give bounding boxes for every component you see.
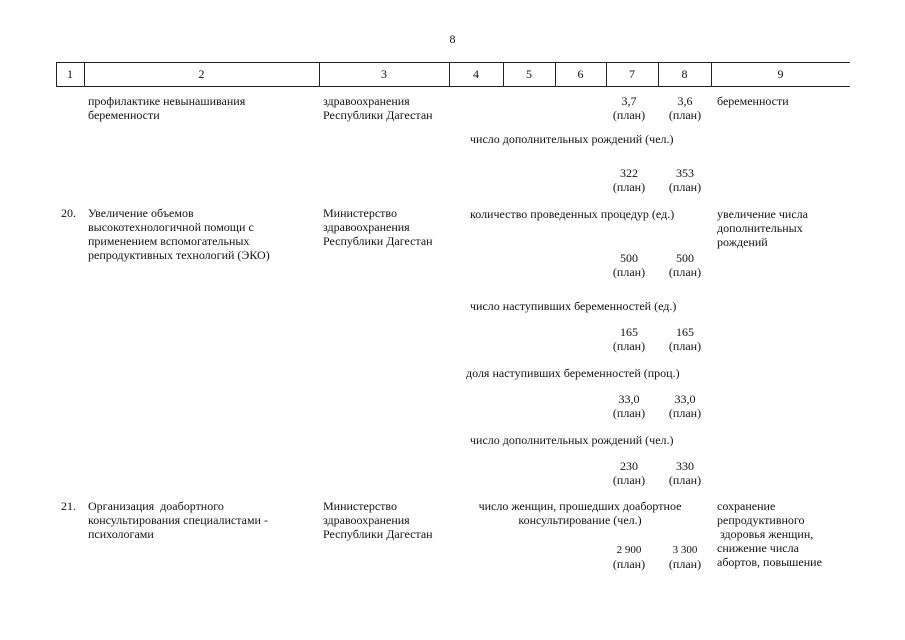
header-col-6: 6 bbox=[577, 67, 584, 81]
continued-indicator-value-col7: 322 (план) bbox=[612, 166, 646, 194]
header-col-7: 7 bbox=[629, 67, 635, 81]
row-21-name: Организация доабортного консультирования специалистами - психологами bbox=[88, 499, 268, 541]
header-col-8: 8 bbox=[681, 67, 688, 81]
row-20-result: увеличение числа дополнительных рождений bbox=[717, 207, 808, 249]
row-20-indicator-value-col7: 33,0 (план) bbox=[612, 392, 646, 420]
header-col-4: 4 bbox=[473, 67, 479, 81]
row-21-executor: Министерство здравоохранения Республики Дагестан bbox=[323, 499, 433, 541]
row-21-result: сохранение репродуктивного здоровья женщин, снижение числа абортов, повышение bbox=[717, 499, 822, 569]
row-20-indicator-label: количество проведенных процедур (ед.) bbox=[470, 207, 675, 221]
row-20-indicator-value-col8: 165 (план) bbox=[668, 325, 702, 353]
continued-value-col8: 3,6 (план) bbox=[668, 94, 702, 122]
continued-indicator-label: число дополнительных рождений (чел.) bbox=[470, 132, 674, 146]
page-number: 8 bbox=[449, 32, 456, 46]
row-20-indicator-value-col7: 165 (план) bbox=[612, 325, 646, 353]
header-col-3: 3 bbox=[381, 67, 387, 81]
row-20-indicator-value-col7: 230 (план) bbox=[612, 459, 646, 487]
row-20-name: Увеличение объемов высокотехнологичной помощи с применением вспомогательных репродуктивных технологий (ЭКО) bbox=[88, 206, 270, 262]
row-20-indicator-label: число наступивших беременностей (ед.) bbox=[470, 299, 677, 313]
row-21-indicator-label: число женщин, прошедших доабортное консультирование (чел.) bbox=[478, 499, 682, 527]
continued-executor: здравоохранения Республики Дагестан bbox=[323, 94, 433, 122]
row-20-indicator-value-col7: 500 (план) bbox=[612, 251, 646, 279]
header-col-5: 5 bbox=[526, 67, 532, 81]
header-top-rule bbox=[56, 62, 850, 63]
row-20-indicator-label: число дополнительных рождений (чел.) bbox=[470, 433, 674, 447]
row-20-indicator-value-col8: 33,0 (план) bbox=[668, 392, 702, 420]
row-21-indicator-value-col7: 2 900 (план) bbox=[612, 544, 646, 571]
continued-indicator-value-col8: 353 (план) bbox=[668, 166, 702, 194]
header-col-9: 9 bbox=[777, 67, 784, 81]
continued-name: профилактике невынашивания беременности bbox=[88, 94, 246, 122]
continued-result: беременности bbox=[717, 94, 789, 108]
row-21-number: 21. bbox=[61, 499, 76, 513]
header-bottom-rule bbox=[56, 86, 850, 87]
row-20-indicator-label: доля наступивших беременностей (проц.) bbox=[466, 366, 680, 380]
row-20-executor: Министерство здравоохранения Республики Дагестан bbox=[323, 206, 433, 248]
row-20-indicator-value-col8: 330 (план) bbox=[668, 459, 702, 487]
header-col-1: 1 bbox=[67, 67, 73, 81]
row-20-number: 20. bbox=[61, 206, 76, 220]
continued-value-col7: 3,7 (план) bbox=[612, 94, 646, 122]
header-col-2: 2 bbox=[198, 67, 205, 81]
row-20-indicator-value-col8: 500 (план) bbox=[668, 251, 702, 279]
row-21-indicator-value-col8: 3 300 (план) bbox=[668, 544, 702, 571]
